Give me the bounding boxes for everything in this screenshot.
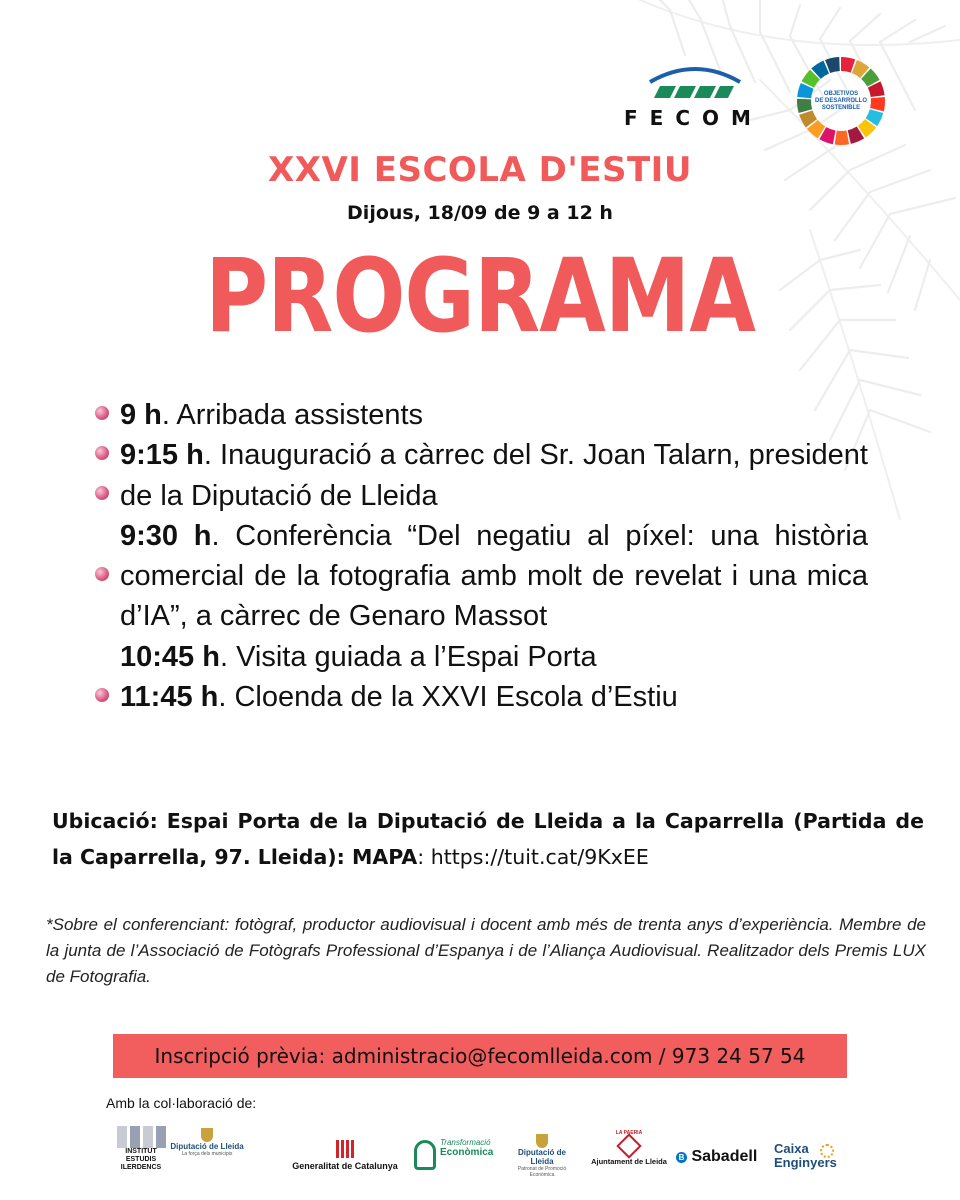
- diputacio-name: Diputació de Lleida: [170, 1142, 244, 1151]
- program-item: [93, 637, 868, 677]
- sdg-text-3: SOSTENIBLE: [821, 104, 861, 111]
- paeria-icon: [616, 1133, 641, 1158]
- program-item: [93, 435, 868, 516]
- diputacio-tagline: La força dels municipis: [181, 1151, 233, 1157]
- map-link[interactable]: : https://tuit.cat/9KxEE: [417, 845, 649, 869]
- collaboration-label: Amb la col·laboració de:: [106, 1095, 257, 1111]
- program-text: . Conferència “Del negatiu al píxel: una història comercial de la fotografia amb molt de revelat i una mica d’IA”, a càrrec de Genaro Massot: [120, 519, 868, 633]
- transformacio-icon: [414, 1140, 436, 1170]
- program-time: 9:15 h: [120, 439, 204, 472]
- bullet-icon: [95, 446, 109, 460]
- paeria-text: LA PAERIA: [615, 1130, 643, 1136]
- location-label: Ubicació: Espai Porta de la Diputació de Lleida a la Caparrella (Partida de la Caparrella, 97. Lleida): MAPA: [52, 809, 924, 869]
- senyera-icon: [292, 1140, 398, 1158]
- transformacio-text-1: Transformació: [440, 1138, 491, 1147]
- diputacio-promocio-logo: [506, 1134, 578, 1178]
- program-time: 9:30 h: [120, 519, 212, 552]
- iei-text-1: INSTITUT: [125, 1148, 157, 1155]
- sponsor-logos: [0, 1120, 960, 1200]
- registration-text[interactable]: Inscripció prèvia: administracio@fecomlleida.com / 973 24 57 54: [154, 1044, 806, 1068]
- location-info: [52, 803, 924, 875]
- sabadell-icon: B: [676, 1152, 687, 1163]
- sdg-wheel-logo: [795, 55, 887, 147]
- program-time: 10:45 h: [120, 640, 220, 673]
- diputacio-promocio-tagline: Patronat de Promoció Econòmica: [517, 1166, 567, 1178]
- program-text: . Visita guiada a l’Espai Porta: [219, 640, 597, 673]
- iei-columns-icon: [113, 1126, 169, 1148]
- program-time: 9 h: [120, 399, 162, 431]
- shield-icon: [536, 1134, 548, 1148]
- program-text: . Inauguració a càrrec del Sr. Joan Talarn, president de la Diputació de Lleida: [120, 439, 868, 512]
- program-text: . Cloenda de la XXVI Escola d’Estiu: [218, 681, 678, 714]
- sabadell-logo: [676, 1148, 762, 1166]
- generalitat-logo: [292, 1140, 398, 1171]
- diputacio-promocio-name: Diputació de Lleida: [517, 1148, 566, 1166]
- caixa-text-1: Caixa: [774, 1141, 809, 1156]
- program-item: [93, 395, 868, 435]
- iei-logo: [113, 1126, 169, 1172]
- caixa-spark-icon: [820, 1144, 834, 1158]
- ajuntament-name: Ajuntament de Lleida: [591, 1157, 667, 1166]
- bullet-icon: [95, 567, 109, 581]
- iei-text-2: ESTUDIS: [125, 1156, 157, 1163]
- program-time: 11:45 h: [120, 681, 219, 714]
- ajuntament-lleida-logo: [590, 1130, 668, 1166]
- bullet-icon: [95, 486, 109, 500]
- shield-icon: [201, 1128, 213, 1142]
- program-item: [93, 516, 868, 637]
- transformacio-economica-logo: [414, 1138, 506, 1158]
- diputacio-lleida-logo: [170, 1128, 244, 1157]
- date-line: Dijous, 18/09 de 9 a 12 h: [347, 202, 613, 224]
- caixa-enginyers-logo: [774, 1142, 854, 1170]
- school-title: XXVI ESCOLA D'ESTIU: [268, 150, 692, 190]
- program-list: [93, 395, 868, 717]
- generalitat-name: Generalitat de Catalunya: [292, 1161, 398, 1171]
- fecom-wave-icon: [620, 62, 770, 106]
- iei-text-3: ILERDENCS: [120, 1164, 162, 1171]
- bullet-icon: [95, 688, 109, 702]
- registration-banner: [113, 1034, 847, 1078]
- sdg-text-2: DE DESARROLLO: [814, 97, 867, 104]
- speaker-note: *Sobre el conferenciant: fotògraf, productor audiovisual i docent amb més de trenta anys d’experiència. Membre de la junta de l’Associació de Fotògrafs Professional d’Espanya i de l’Aliança Audiovisual. Realitzador dels Premis LUX de Fotografia.: [46, 915, 926, 986]
- caixa-text-2: Enginyers: [774, 1155, 837, 1170]
- sdg-text-1: OBJETIVOS: [823, 90, 859, 97]
- program-text: . Arribada assistents: [161, 399, 424, 431]
- fecom-logo: [620, 62, 770, 132]
- program-item: [93, 677, 868, 717]
- bullet-icon: [95, 406, 109, 420]
- transformacio-text-2: Econòmica: [440, 1147, 494, 1158]
- fecom-wordmark: FECOM: [624, 106, 763, 130]
- program-title: PROGRAMA: [205, 238, 755, 356]
- sabadell-name: Sabadell: [691, 1148, 758, 1165]
